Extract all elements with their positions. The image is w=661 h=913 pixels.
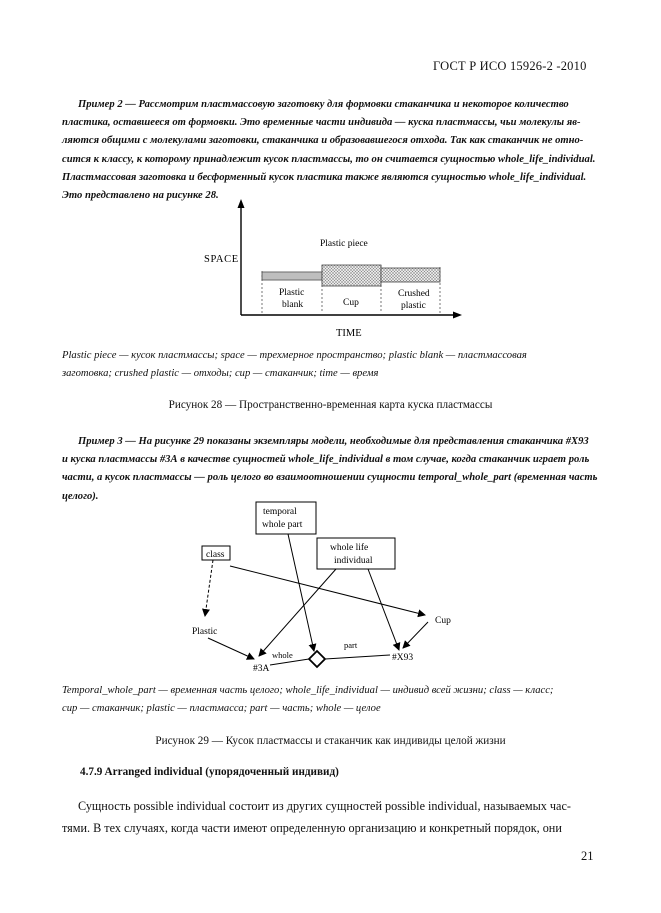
class-label: class — [206, 550, 225, 560]
body-line: тями. В тех случаях, когда части имеют определенную организацию и конкретный порядок, они — [62, 821, 562, 835]
node-3a-label: #3A — [253, 664, 270, 674]
cup-band — [322, 265, 381, 286]
plastic-blank-label: Plastic — [279, 288, 305, 298]
crushed-plastic-band — [381, 268, 440, 282]
whole-life-individual-label: individual — [334, 556, 373, 566]
time-axis-label: TIME — [336, 328, 362, 339]
legend-line: Temporal_whole_part — временная часть целого; whole_life_individual — индивид всей жизни; class — класс; — [62, 685, 554, 696]
plastic-blank-band — [262, 272, 322, 280]
example-2-line: сится к классу, к которому принадлежит кусок пластмассы, то он считается сущностью whole_life_individual. — [62, 153, 596, 165]
body-line: Сущность possible individual состоит из других сущностей possible individual, называемых час- — [78, 799, 571, 813]
space-axis-label: SPACE — [204, 254, 239, 265]
temporal-whole-part-label: whole part — [262, 520, 303, 530]
cup-label: Cup — [343, 298, 359, 308]
section-heading: 4.7.9 Arranged individual (упорядоченный индивид) — [80, 766, 339, 778]
crushed-plastic-label: plastic — [401, 301, 426, 311]
figure-29-title: Рисунок 29 — Кусок пластмассы и стаканчик как индивиды целой жизни — [155, 735, 506, 747]
figure-29-legend — [62, 682, 602, 718]
part-role-line — [325, 655, 390, 659]
space-axis-arrow-icon — [238, 199, 245, 208]
plastic-piece-label: Plastic piece — [320, 239, 368, 249]
cup-to-x93-arrow — [403, 622, 428, 648]
body-paragraph — [62, 795, 602, 839]
legend-line: заготовка; crushed plastic — отходы; cup — стаканчик; time — время — [62, 368, 379, 379]
figure-28-space-time-map — [0, 195, 661, 345]
example-2-line: Пример 2 — Рассмотрим пластмассовую заготовку для формовки стаканчика и некоторое количество — [78, 99, 569, 110]
twp-to-relation-arrow — [288, 534, 314, 651]
document-header: ГОСТ Р ИСО 15926-2 -2010 — [433, 59, 587, 73]
crushed-plastic-label: Crushed — [398, 289, 430, 299]
example-2-line: ляются общими с молекулами заготовки, стаканчика и образовавшегося отхода. Так как стаканчик не отно- — [62, 135, 584, 147]
whole-role-label: whole — [272, 650, 293, 660]
plastic-subclass-arrow — [205, 560, 213, 616]
part-role-label: part — [344, 640, 358, 650]
figure-29-instance-diagram — [0, 495, 661, 680]
example-3-line: части, а кусок пластмассы — роль целого во взаимоотношении сущности temporal_whole_part (временная часть — [62, 472, 598, 484]
plastic-to-3a-arrow — [208, 638, 254, 659]
example-2-line: Пластмассовая заготовка и бесформенный кусок пластика также являются сущностью whole_life_individual. — [62, 171, 587, 183]
temporal-whole-part-label: temporal — [263, 507, 297, 517]
legend-line: Plastic piece — кусок пластмассы; space — трехмерное пространство; plastic blank — пластмассовая — [62, 350, 527, 361]
figure-28-legend — [62, 347, 602, 383]
figure-28-title: Рисунок 28 — Пространственно-временная карта куска пластмассы — [168, 399, 493, 411]
legend-line: cup — стаканчик; plastic — пластмасса; part — часть; whole — целое — [62, 703, 381, 714]
example-2-line: Это представлено на рисунке 28. — [62, 190, 219, 202]
example-3-line: и куска пластмассы #3А в качестве сущностей whole_life_individual в том случае, когда стаканчик играет роль — [62, 454, 590, 466]
wli-to-3a-arrow — [259, 569, 336, 656]
whole-life-individual-label: whole life — [330, 543, 369, 553]
example-2-paragraph — [62, 96, 602, 205]
time-axis-arrow-icon — [453, 312, 462, 319]
node-x93-label: #X93 — [392, 653, 414, 663]
example-2-line: пластика, оставшееся от формовки. Это временные части индивида — куска пластмассы, чьи молекулы яв- — [62, 117, 581, 129]
wli-to-x93-arrow — [368, 569, 399, 650]
page-number: 21 — [581, 849, 594, 863]
example-3-line: Пример 3 — На рисунке 29 показаны экземпляры модели, необходимые для представления стаканчика #X93 — [78, 436, 589, 447]
plastic-blank-label: blank — [282, 300, 304, 310]
example-3-line: целого). — [62, 490, 99, 502]
cup-node-label: Cup — [435, 616, 451, 626]
plastic-node-label: Plastic — [192, 627, 218, 637]
relation-diamond-icon — [309, 651, 325, 667]
class-to-cup-arrow — [230, 566, 425, 615]
